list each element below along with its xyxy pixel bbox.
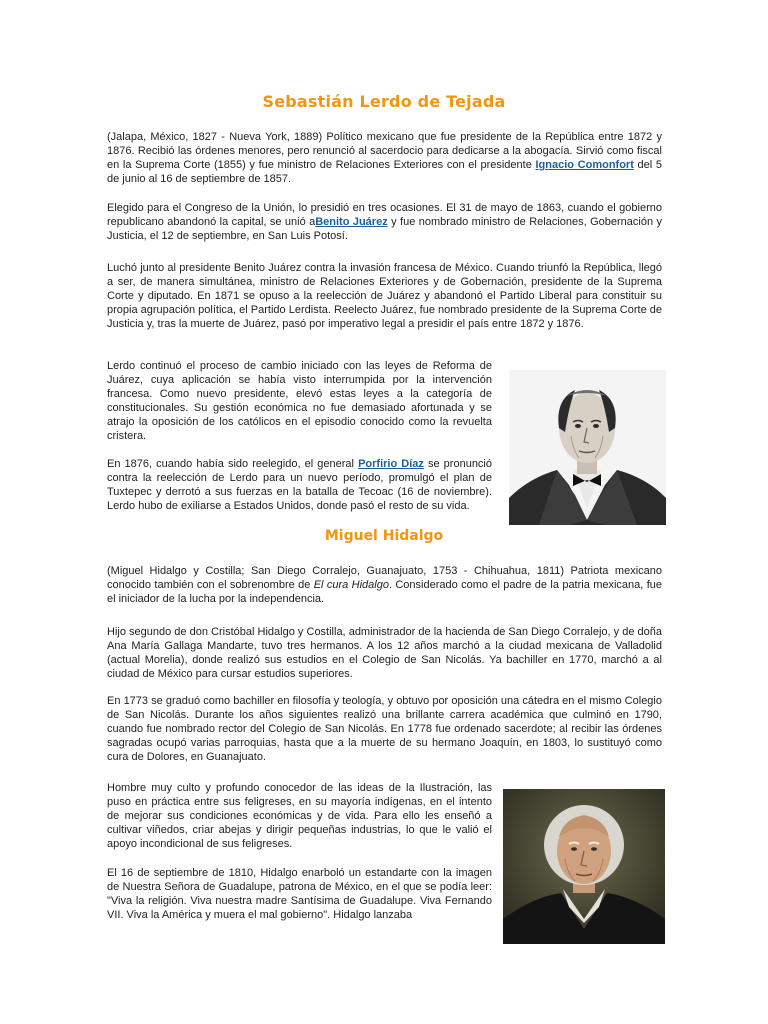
- paragraph-text: En 1876, cuando había sido reelegido, el general: [107, 458, 359, 470]
- paragraph: Luchó junto al presidente Benito Juárez contra la invasión francesa de México. Cuando triunfó la República, llegó a ser, de manera simultánea, ministro de Relaciones Exteriores y de Gobernación, presidente de la Suprema Corte y diputado. En 1871 se opuso a la reelección de Juárez y abandonó el Partido Liberal para constituir su propia agrupación política, el Partido Lerdista. Reelecto Juárez, fue nombrado presidente de la Suprema Corte de Justicia y, tras la muerte de Juárez, pasó por imperativo legal a presidir el país entre 1872 y 1876.: [107, 262, 662, 330]
- paragraph-text: se pronunció contra la reelección de Lerdo para un nuevo período, promulgó el plan de Tuxtepec y derrotó a sus fuerzas en la batalla de Tecoac (16 de noviembre). Lerdo hubo de exiliarse a Estados Unidos, donde pasó el resto de su vida.: [107, 458, 492, 512]
- portrait-hidalgo-image: [503, 789, 665, 944]
- paragraph-text: (Jalapa, México, 1827 - Nueva York, 1889) Político mexicano que fue presidente de la República entre 1872 y 1876. Recibió las órdenes menores, pero renunció al sacerdocio para dedicarse a la abogacía. Sirvió como fiscal en la Suprema Corte (1855) y fue ministro de Relaciones Exteriores con el presidente: [107, 131, 662, 171]
- paragraph-text: del 5 de junio al 16 de septiembre de 1857.: [107, 159, 662, 185]
- paragraph-text: y fue nombrado ministro de Relaciones, Gobernación y Justicia, el 12 de septiembre, en San Luis Potosí.: [107, 216, 662, 242]
- link-benito-juarez[interactable]: Benito Juárez: [315, 216, 388, 228]
- paragraph: Hijo segundo de don Cristóbal Hidalgo y Costilla, administrador de la hacienda de San Diego Corralejo, y de doña Ana María Gallaga Mandarte, tuvo tres hermanos. A los 12 años marchó a la ciudad mexicana de Valladolid (actual Morelia), donde realizó sus estudios en el Colegio de San Nicolás. Ya bachiller en 1770, marchó a al ciudad de México para cursar estudios superiores.: [107, 626, 662, 680]
- paragraph: [107, 130, 662, 186]
- paragraph-text: (Miguel Hidalgo y Costilla; San Diego Corralejo, Guanajuato, 1753 - Chihuahua, 1811) Patriota mexicano conocido también con el sobrenombre de: [107, 565, 662, 591]
- paragraph: [107, 201, 662, 243]
- emphasis-text: El cura Hidalgo: [313, 579, 389, 591]
- portrait-lerdo-image: [509, 370, 666, 525]
- link-ignacio-comonfort[interactable]: Ignacio Comonfort: [535, 159, 634, 171]
- paragraph-text: . Considerado como el padre de la patria mexicana, fue el iniciador de la lucha por la independencia.: [107, 579, 662, 605]
- link-porfirio-diaz[interactable]: Porfirio Díaz: [358, 458, 424, 470]
- paragraph-text: Elegido para el Congreso de la Unión, lo presidió en tres ocasiones. El 31 de mayo de 1863, cuando el gobierno republicano abandonó la capital, se unió a: [107, 202, 662, 228]
- paragraph: [107, 564, 662, 606]
- page-title: Sebastián Lerdo de Tejada: [262, 92, 506, 111]
- paragraph: Hombre muy culto y profundo conocedor de las ideas de la Ilustración, las puso en práctica entre sus feligreses, en su mayoría indígenas, en el intento de mejorar sus condiciones económicas y de vida. Para ello les enseñó a cultivar viñedos, criar abejas y dirigir pequeñas industrias, lo que le valió el apoyo incondicional de sus feligreses.: [107, 782, 492, 850]
- section-title: Miguel Hidalgo: [324, 528, 444, 544]
- paragraph: Lerdo continuó el proceso de cambio iniciado con las leyes de Reforma de Juárez, cuya aplicación se había visto interrumpida por la intervención francesa. Como nuevo presidente, elevó estas leyes a la categoría de constitucionales. Su gestión económica no fue demasiado afortunada y se atrajo la oposición de los católicos en el episodio conocido como la revuelta cristera.: [107, 360, 492, 442]
- paragraph: En 1773 se graduó como bachiller en filosofía y teología, y obtuvo por oposición una cátedra en el mismo Colegio de San Nicolás. Durante los años siguientes realizó una brillante carrera académica que culminó en 1790, cuando fue nombrado rector del Colegio de San Nicolás. En 1778 fue ordenado sacerdote; al recibir las órdenes sagradas ocupó varias parroquias, hasta que a la muerte de su hermano Joaquín, en 1803, lo sustituyó como cura de Dolores, en Guanajuato.: [107, 695, 662, 763]
- paragraph: [107, 457, 492, 513]
- paragraph: El 16 de septiembre de 1810, Hidalgo enarboló un estandarte con la imagen de Nuestra Señora de Guadalupe, patrona de México, en el que se podía leer: "Viva la religión. Viva nuestra madre Santísima de Guadalupe. Viva Fernando VII. Viva la América y muera el mal gobierno". Hidalgo lanzaba: [107, 867, 492, 921]
